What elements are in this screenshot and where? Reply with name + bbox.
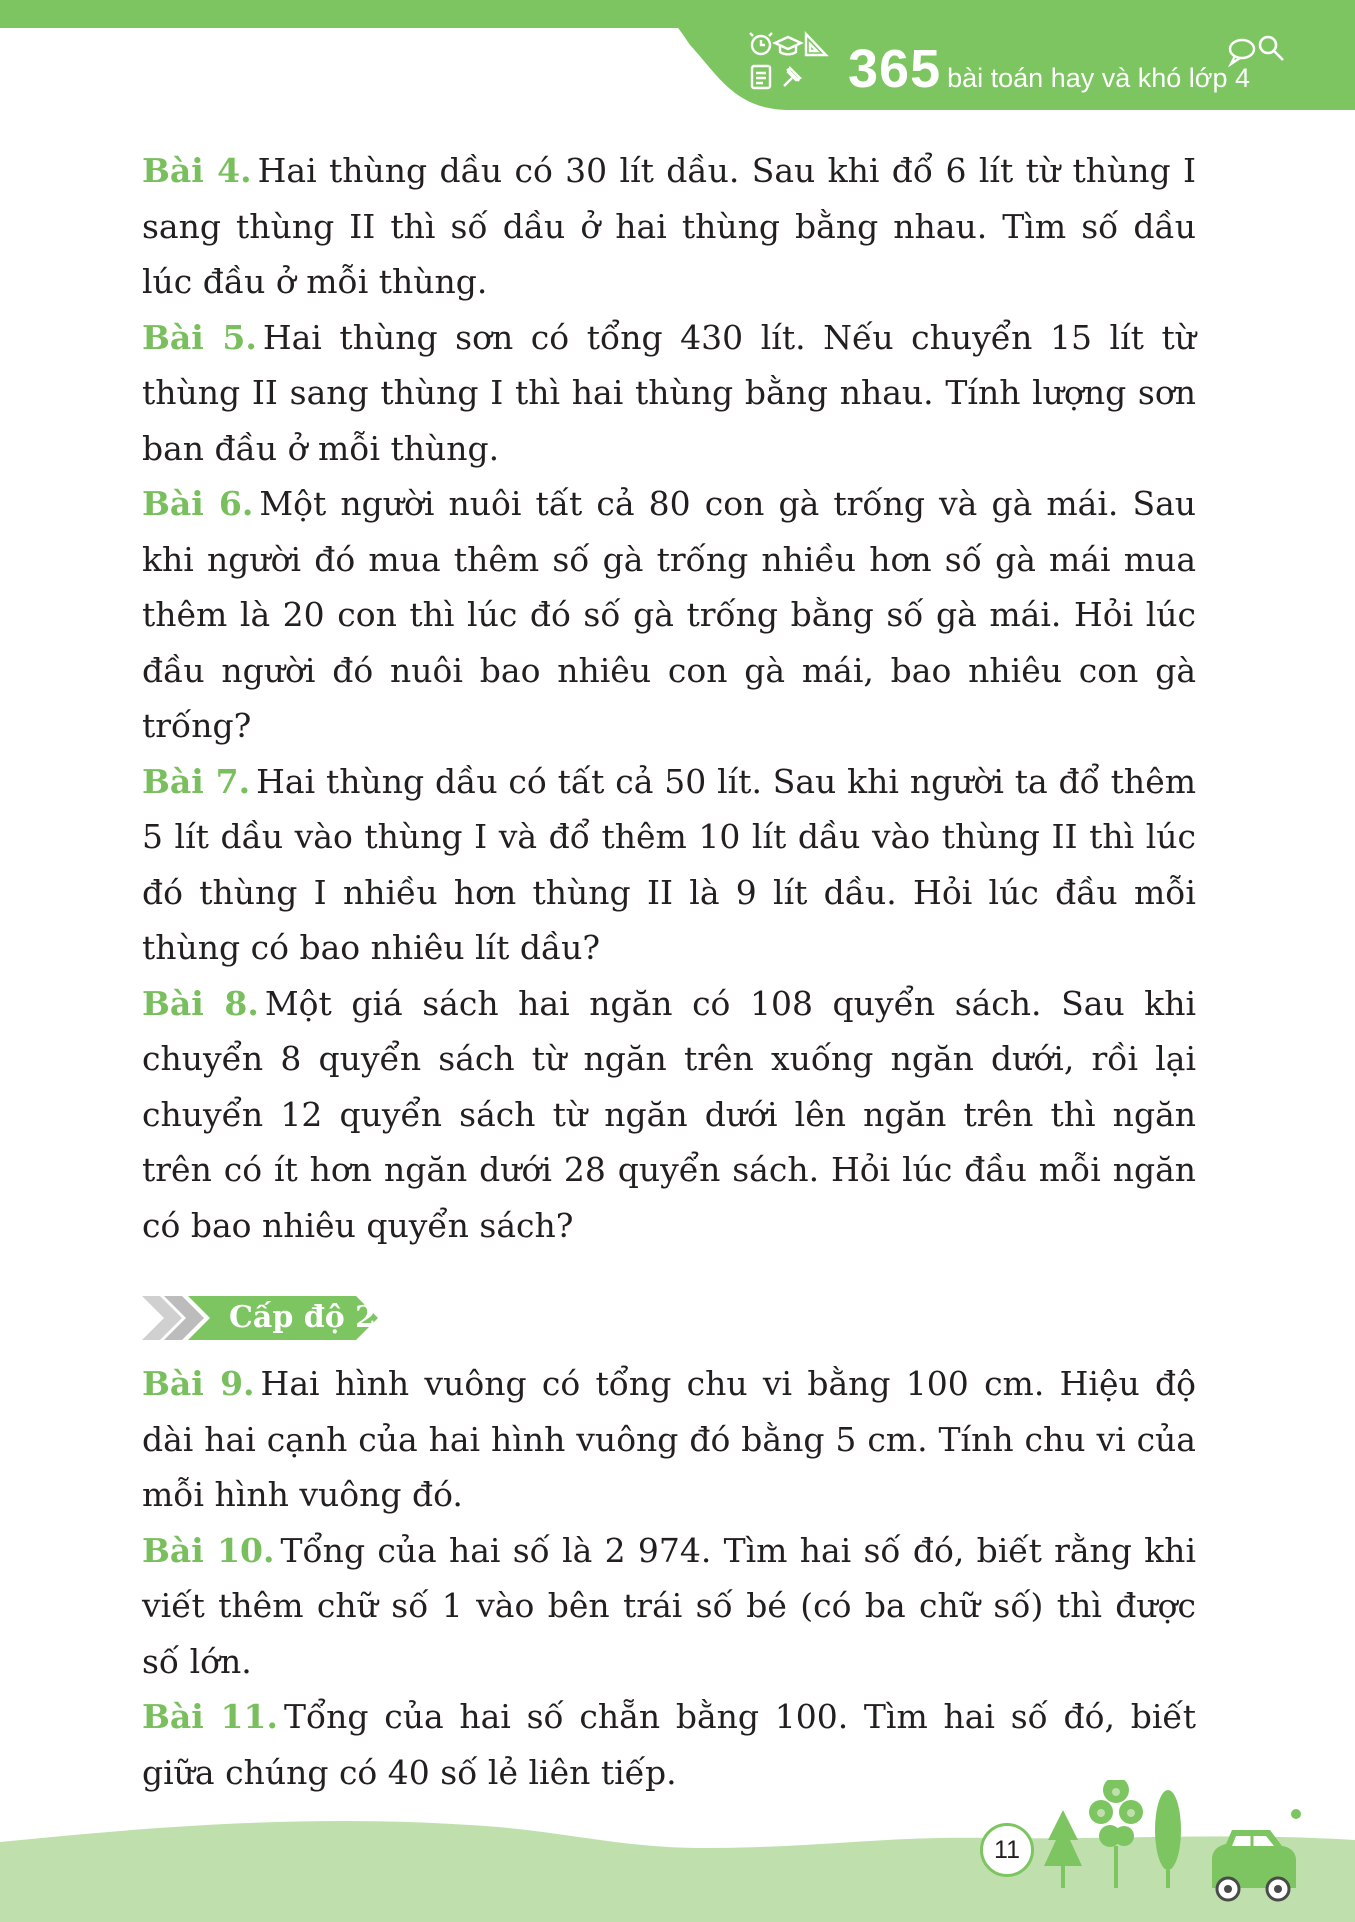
problem-text: Hai thùng dầu có 30 lít dầu. Sau khi đổ 6 lít từ thùng I sang thùng II thì số dầu ở hai thùng bằng nhau. Tìm số dầu lúc đầu ở mỗi thùng. xyxy=(142,151,1196,301)
problem-text: Hai thùng sơn có tổng 430 lít. Nếu chuyển 15 lít từ thùng II sang thùng I thì hai thùng bằng nhau. Tính lượng sơn ban đầu ở mỗi thùng. xyxy=(142,317,1196,468)
page-number: 11 xyxy=(980,1823,1034,1877)
set-square-icon xyxy=(806,34,826,55)
alarm-clock-icon xyxy=(750,33,772,54)
speech-bubble-icon xyxy=(1230,40,1254,64)
problem-list-level1 xyxy=(142,143,1196,1253)
problem-8 xyxy=(142,976,1196,1254)
problem-label: Bài 4. xyxy=(142,151,252,190)
pushpin-icon xyxy=(784,68,800,86)
problem-list-level2 xyxy=(142,1356,1196,1800)
page-content xyxy=(142,143,1196,1800)
problem-label: Bài 6. xyxy=(142,484,254,523)
problem-label: Bài 10. xyxy=(142,1530,275,1570)
problem-label: Bài 8. xyxy=(142,983,259,1023)
book-title xyxy=(848,38,1250,100)
problem-7 xyxy=(142,754,1196,976)
level-label: Cấp độ 2 xyxy=(229,1300,377,1335)
problem-text: Hai thùng dầu có tất cả 50 lít. Sau khi người ta đổ thêm 5 lít dầu vào thùng I và đổ thêm 10 lít dầu vào thùng II thì lúc đó thùng I nhiều hơn thùng II là 9 lít dầu. Hỏi lúc đầu mỗi thùng có bao nhiêu lít dầu? xyxy=(142,761,1197,967)
book-title-number: 365 xyxy=(848,39,942,99)
level-2-heading xyxy=(142,1293,1196,1343)
problem-text: Một người nuôi tất cả 80 con gà trống và gà mái. Sau khi người đó mua thêm số gà trống nhiều hơn số gà mái mua thêm là 20 con thì lúc đó số gà trống bằng số gà mái. Hỏi lúc đầu người đó nuôi bao nhiêu con gà mái, bao nhiêu con gà trống? xyxy=(142,484,1196,745)
problem-4 xyxy=(142,143,1196,310)
problem-text: Tổng của hai số là 2 974. Tìm hai số đó, biết rằng khi viết thêm chữ số 1 vào bên trái số bé (có ba chữ số) thì được số lớn. xyxy=(142,1530,1196,1681)
problem-label: Bài 5. xyxy=(142,317,257,357)
problem-6 xyxy=(142,476,1196,754)
footer-decoration xyxy=(0,1780,1355,1922)
car-icon xyxy=(1212,1809,1301,1900)
problem-5 xyxy=(142,310,1196,477)
problem-text: Một giá sách hai ngăn có 108 quyển sách. Sau khi chuyển 8 quyển sách từ ngăn trên xuống ngăn dưới, rồi lại chuyển 12 quyển sách từ ngăn dưới lên ngăn trên thì ngăn trên có ít hơn ngăn dưới 28 quyển sách. Hỏi lúc đầu mỗi ngăn có bao nhiêu quyển sách? xyxy=(142,983,1196,1245)
problem-text: Tổng của hai số chẵn bằng 100. Tìm hai số đó, biết giữa chúng có 40 số lẻ liên tiếp. xyxy=(142,1697,1196,1792)
graduation-cap-icon xyxy=(775,37,801,54)
problem-10 xyxy=(142,1523,1196,1690)
problem-label: Bài 7. xyxy=(142,761,251,801)
problem-label: Bài 11. xyxy=(142,1697,278,1736)
magnifier-icon xyxy=(1260,37,1283,60)
header-icons-right xyxy=(1225,30,1295,75)
problem-text: Hai hình vuông có tổng chu vi bằng 100 cm. Hiệu độ dài hai cạnh của hai hình vuông đó bằng 5 cm. Tính chu vi của mỗi hình vuông đó. xyxy=(142,1364,1197,1514)
book-title-text: bài toán hay và khó lớp 4 xyxy=(947,63,1251,93)
notepad-icon xyxy=(752,66,770,88)
problem-label: Bài 9. xyxy=(142,1364,255,1403)
header-icons-left xyxy=(740,28,830,98)
problem-9 xyxy=(142,1356,1196,1523)
